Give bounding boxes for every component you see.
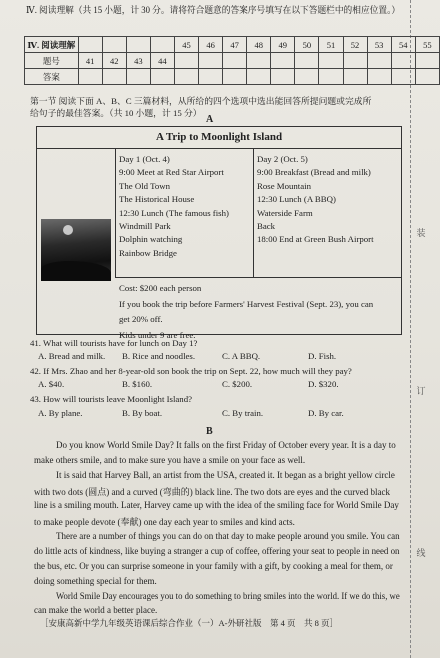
q41-option-a[interactable]: A. Bread and milk. [38, 351, 106, 361]
answer-blank[interactable] [126, 69, 150, 85]
q41-option-b[interactable]: B. Rice and noodles. [122, 351, 196, 361]
answer-table-cell [319, 53, 343, 69]
answer-blank[interactable] [295, 69, 319, 85]
answer-blank[interactable] [223, 69, 247, 85]
answer-blank[interactable] [174, 69, 198, 85]
day-2-item: Back [257, 221, 276, 232]
day-2-item: 9:00 Breakfast (Bread and milk) [257, 167, 371, 178]
answer-label: 答案 [25, 69, 79, 85]
question-number-label: 题号 [25, 53, 79, 69]
q41-option-c[interactable]: C. A BBQ. [222, 351, 261, 361]
answer-table-num-cell: 50 [295, 37, 319, 53]
answer-table-num-cell: 49 [271, 37, 295, 53]
day-2-item: 18:00 End at Green Bush Airport [257, 234, 374, 245]
answer-table-num-cell [102, 37, 126, 53]
day-1-item: Windmill Park [119, 221, 171, 232]
trip-info-card [36, 126, 402, 340]
question-42: 42. If Mrs. Zhao and her 8-year-old son book the trip on Sept. 22, how much will they pay? [30, 366, 352, 376]
answer-table-num-cell: 43 [126, 53, 150, 69]
answer-blank[interactable] [415, 69, 439, 85]
cost-line: Kids under 9 are free. [119, 329, 196, 340]
answer-blank[interactable] [199, 69, 223, 85]
day-2-item: Waterside Farm [257, 207, 313, 218]
answer-table-num-cell: 45 [174, 37, 198, 53]
day-2-item: 12:30 Lunch (A BBQ) [257, 194, 336, 205]
cost-line: If you book the trip before Farmers' Harvest Festival (Sept. 23), you can [119, 298, 374, 309]
answer-table-num-cell [126, 37, 150, 53]
answer-blank[interactable] [247, 69, 271, 85]
card-divider-middle [253, 148, 254, 277]
moon-graphic [63, 225, 73, 235]
answer-table-cell [391, 53, 415, 69]
passage-b-line: There are a number of things you can do on that day to make people around you smile. You can [56, 531, 400, 541]
answer-blank[interactable] [150, 69, 174, 85]
passage-b-line: with two dots (圆点) and a curved (弯曲的) black line. The two dots are eyes and the curved black [34, 487, 390, 497]
q43-option-b[interactable]: B. By boat. [122, 408, 163, 418]
day-2-schedule [257, 153, 374, 247]
answer-table-num-cell: 54 [391, 37, 415, 53]
answer-table-num-cell: 51 [319, 37, 343, 53]
passage-b-line: Do you know World Smile Day? It falls on the first Friday of October every year. It is a day to [56, 440, 396, 450]
passage-b-line: make others smile, and to make sure you have a smile on your face as well. [34, 455, 306, 465]
q42-option-a[interactable]: A. $40. [38, 379, 65, 389]
reading-instructions: Ⅳ. 阅读理解（共 15 小题，计 30 分。请将符合题意的答案序号填写在以下答题栏中的相应位置。） [26, 5, 401, 15]
day-1-item: The Old Town [119, 180, 171, 191]
margin-label-2: 订 [416, 386, 426, 396]
answer-table-number-row [25, 53, 440, 69]
q43-option-d[interactable]: D. By car. [308, 408, 344, 418]
q43-option-c[interactable]: C. By train. [222, 408, 264, 418]
question-43: 43. How will tourists leave Moonlight Island? [30, 394, 192, 404]
question-41: 41. What will tourists have for lunch on Day 1? [30, 338, 198, 348]
day-1-item: 9:00 Meet at Red Star Airport [119, 167, 224, 178]
day-1-item: Dolphin watching [119, 234, 183, 245]
binding-cut-line [410, 0, 411, 658]
answer-table-section-label: Ⅳ. 阅读理解 [25, 37, 79, 53]
answer-blank[interactable] [343, 69, 367, 85]
answer-blank[interactable] [391, 69, 415, 85]
answer-table-num-cell: 52 [343, 37, 367, 53]
answer-table-num-cell: 55 [415, 37, 439, 53]
section-directions-line-1: 第一节 阅读下面 A、B、C 三篇材料，从所给的四个选项中选出能回答所提问题或完成所 [30, 96, 372, 106]
passage-b-line: doing something special for them. [34, 576, 157, 586]
cost-line: get 20% off. [119, 314, 163, 325]
island-silhouette [41, 261, 111, 281]
q43-option-a[interactable]: A. By plane. [38, 408, 83, 418]
answer-table-cell [247, 53, 271, 69]
answer-table [24, 36, 440, 85]
passage-b-line: do little acts of kindness, like buying a stranger a cup of coffee, offering your seat to people in need on [34, 546, 400, 556]
day-1-item: Rainbow Bridge [119, 247, 177, 258]
answer-table-cell [367, 53, 391, 69]
section-a-heading: A [206, 114, 214, 125]
q42-option-c[interactable]: C. $200. [222, 379, 253, 389]
answer-table-num-cell: 41 [78, 53, 102, 69]
cost-line: Cost: $200 each person [119, 283, 202, 293]
q42-option-d[interactable]: D. $320. [308, 379, 339, 389]
answer-table-num-cell: 53 [367, 37, 391, 53]
answer-table-num-cell: 42 [102, 53, 126, 69]
passage-b-line: to make people devote (奉献) one day each year to smiles and kind acts. [34, 517, 295, 527]
margin-label-3: 线 [416, 548, 426, 558]
answer-table-cell [271, 53, 295, 69]
answer-blank[interactable] [78, 69, 102, 85]
answer-table-num-cell [150, 37, 174, 53]
answer-blank[interactable] [319, 69, 343, 85]
answer-table-num-cell: 46 [199, 37, 223, 53]
day-1-item: 12:30 Lunch (The famous fish) [119, 207, 229, 218]
q42-option-b[interactable]: B. $160. [122, 379, 153, 389]
section-directions-line-2: 给句子的最佳答案。（共 10 小题，计 15 分） [30, 108, 202, 118]
day-1-item: The Historical House [119, 194, 195, 205]
answer-table-header-row [25, 37, 440, 53]
answer-table-cell [223, 53, 247, 69]
passage-b-line: the bus, etc. Or you can surprise someone in your family with a gift, by cooking a meal for them, or [34, 561, 393, 571]
q41-option-d[interactable]: D. Fish. [308, 351, 337, 361]
answer-table-num-cell [78, 37, 102, 53]
section-b-heading: B [206, 426, 213, 437]
answer-table-num-cell: 47 [223, 37, 247, 53]
island-night-photo [41, 219, 111, 281]
answer-table-num-cell: 48 [247, 37, 271, 53]
page-footer: ［安康高新中学九年级英语课后综合作业（一）A-外研社版 第 4 页 共 8 页］ [40, 618, 338, 628]
answer-blank[interactable] [367, 69, 391, 85]
answer-table-answer-row [25, 69, 440, 85]
answer-table-cell [199, 53, 223, 69]
day-1-schedule [119, 153, 229, 260]
trip-title: A Trip to Moonlight Island [37, 127, 401, 149]
answer-table-cell [343, 53, 367, 69]
answer-table-cell [295, 53, 319, 69]
passage-b-line: line is a smiling mouth. Later, Harvey came up with the idea of the smiling face for World Smile Day [34, 500, 399, 510]
answer-table-cell [415, 53, 439, 69]
day-2-heading: Day 2 (Oct. 5) [257, 154, 308, 164]
day-1-heading: Day 1 (Oct. 4) [119, 154, 170, 164]
answer-blank[interactable] [102, 69, 126, 85]
passage-b-line: World Smile Day encourages you to do something to bring smiles into the world. If we do this, we [56, 591, 400, 601]
margin-label-1: 装 [416, 228, 426, 238]
card-divider-left [115, 148, 116, 277]
day-2-item: Rose Mountain [257, 180, 312, 191]
answer-blank[interactable] [271, 69, 295, 85]
passage-b-line: It is said that Harvey Ball, an artist from the USA, created it. It began as a bright yellow circle [56, 470, 395, 480]
answer-table-cell [174, 53, 198, 69]
passage-b-line: can make the world a better place. [34, 605, 158, 615]
card-divider-cost [115, 277, 401, 278]
cost-info [119, 281, 373, 343]
answer-table-num-cell: 44 [150, 53, 174, 69]
